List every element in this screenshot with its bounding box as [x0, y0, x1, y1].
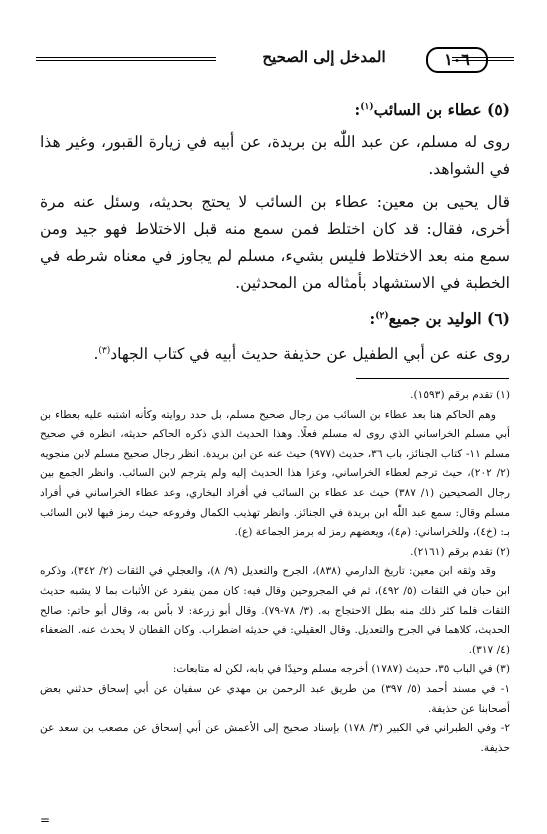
footnote-3-text: (٣) في الباب ٣٥، حديث (١٧٨٧) أخرجه مسلم وحيدًا في بابه، لكن له متابعات:	[172, 663, 510, 676]
footnote-2-text: وقد وثقه ابن معين: تاريخ الدارمي (٨٣٨)، الجرح والتعديل (٩/ ٨)، والعجلي في الثقات (٢/ ٣٤٢)، وذكره ابن حبان في الثقات (٥/ ٤٩٢)، ثم في المجروحين وقال فيه: كان ممن ينفرد عن الأثبات بما لا يشبه حديث الثقات فلما كثر ذلك منه بطل الاحتجاج به. (٣/ ٧٨-٧٩). وقال أبو زرعة: لا بأس به، وقال أبو حاتم: صالح الحديث، كلاهما في الجرح والتعديل. وقال العقيلي: في حديثه اضطراب. وكان القطان لا يحدث عنه. الضعفاء (٤/ ٣١٧).	[40, 565, 511, 656]
footnote-ref: (٢)	[375, 311, 389, 322]
footnote-ref: (١)	[360, 102, 374, 112]
paragraph: روى له مسلم، عن عبد اللّٰه بن بريدة، عن أبيه في زيارة القبور، وغير هذا في الشواهد.	[40, 133, 510, 179]
continuation-mark: =	[40, 813, 51, 827]
footnote-3-item-1: ١- في مسند أحمد (٥/ ٣٩٧) من طريق عبد الرحمن بن مهدي عن سفيان عن أبي إسحاق حدثني بعض أصحابنا عن حذيفة.	[40, 682, 511, 715]
footnote-1-text: وهم الحاكم هنا بعد عطاء بن السائب من رجال صحيح مسلم، بل حدد روايته وكأنه اشتبه عليه بعطاء بن أبي مسلم الخراساني الذي روى له مسلم فعلًا. وهذا الحديث الذي ذكره الحاكم حديثه، انظره في صحيح مسلم ١١- كتاب الجنائز، باب ٣٦، حديث (٩٧٧) حيث عنه عن ابن بريدة. انظر رجال صحيح مسلم لابن منجويه (٢/ ٢٠٢)، حيث ترجم لعطاء الخراساني، وعزا هذا الحديث إليه ولم يترجم لابن السائب. وانظر الجمع بين رجال الصحيحين (١/ ٣٨٧) حيث عد عطاء بن السائب في أفراد البخاري، وعد عطاء الخراساني في أفراد مسلم وقال: سمع عبد اللّٰه ابن بريدة في الجنائز. وانظر تهذيب الكمال وفروعه حيث رمز فيها لابن السائب بـ: (خ٤)، وللخراساني: (م٤)، ويعضهم رمز له برمز الجماعة (ع).	[40, 408, 511, 539]
footnote-2-number: (٢) تقدم برقم (٢١٦١).	[410, 545, 510, 558]
header-rule-right	[452, 57, 514, 61]
running-title: المدخل إلى الصحيح	[262, 48, 386, 66]
entry-ata-ibn-al-saib	[40, 94, 510, 123]
page-header	[36, 46, 514, 74]
main-text	[40, 94, 510, 374]
paragraph	[40, 338, 510, 368]
entry-al-walid-ibn-jumay	[40, 303, 510, 332]
footnote-separator	[356, 378, 509, 379]
footnote-ref: (٣)	[98, 346, 111, 357]
paragraph-end: .	[93, 345, 99, 364]
footnote-3-item-2: ٢- وفي الطبراني في الكبير (٣/ ١٧٨) بإسناد صحيح إلى الأعمش عن أبي إسحاق عن مصعب بن سعد عن حذيفة.	[40, 722, 511, 754]
entry-colon: :	[354, 100, 361, 120]
paragraph: قال يحيى بن معين: عطاء بن السائب لا يحتج بحديثه، وسئل عنه مرة أخرى، فقال: قد كان اختلط فمن سمع منه قبل الاختلاط فهو جيد ومن سمع منه بعد الاختلاط فليس بشيء، مسلم لم يجاوز في معناه شرطه في الخطبة في الاستشهاد بأمثاله من المحدثين.	[40, 193, 510, 293]
page-number-badge: ١٠٦	[426, 47, 488, 73]
entry-heading: (٦) الوليد بن جميع	[388, 309, 510, 329]
entry-colon: :	[369, 309, 376, 329]
footnote-1-number: (١) تقدم برقم (١٥٩٣).	[410, 389, 510, 401]
entry-heading: (٥) عطاء بن السائب	[373, 100, 510, 120]
paragraph-text: روى عنه عن أبي الطفيل عن حذيفة حديث أبيه في كتاب الجهاد	[110, 345, 510, 364]
footnotes	[40, 386, 510, 758]
header-rule-left	[36, 57, 216, 61]
